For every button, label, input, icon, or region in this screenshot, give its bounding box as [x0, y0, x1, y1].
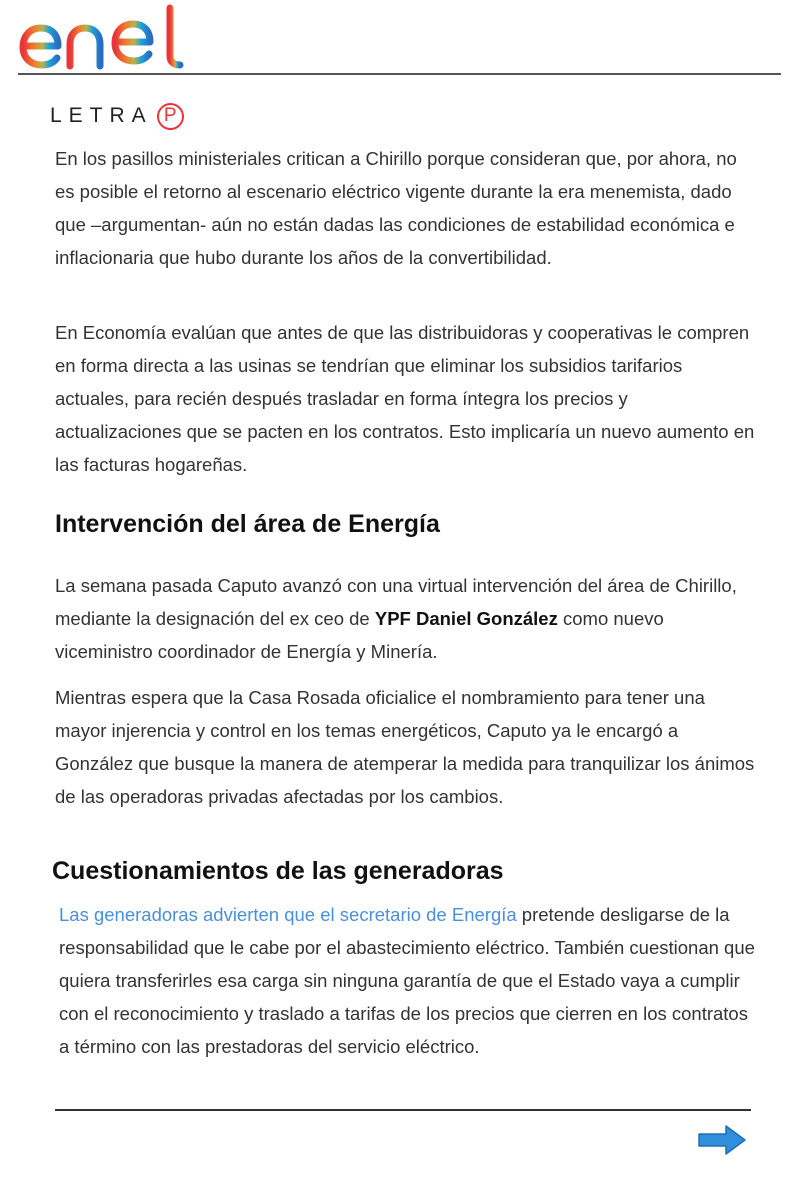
bold-name: YPF Daniel González — [374, 608, 558, 629]
arrow-right-icon[interactable] — [696, 1122, 748, 1158]
paragraph-text: pretende desligarse de la responsabilidad que le cabe por el abastecimiento eléctrico. También cuestionan que quiera transferirles esa carga sin ninguna garantía de que el Estado vaya a cumplir con el reconocimiento y traslado a tarifas de los precios que cierren en los contratos a término con las prestadoras del servicio eléctrico. — [59, 904, 755, 1057]
source-label — [50, 98, 184, 134]
article-paragraph: En Economía evalúan que antes de que las distribuidoras y cooperativas le compren en forma directa a las usinas se tendrían que eliminar los subsidios tarifarios actuales, para recién después trasladar en forma íntegra los precios y actualizaciones que se pacten en los contratos. Esto implicaría un nuevo aumento en las facturas hogareñas. — [55, 322, 755, 475]
source-name: LETRA — [50, 104, 153, 127]
article-paragraph — [55, 569, 755, 668]
article-paragraph: Mientras espera que la Casa Rosada oficialice el nombramiento para tener una mayor injerencia y control en los temas energéticos, Caputo ya le encargó a González que busque la manera de atemperar la medida para tranquilizar los ánimos de las operadoras privadas afectadas por los cambios. — [55, 687, 755, 807]
article-paragraph — [59, 898, 759, 1063]
header-divider — [18, 73, 781, 75]
article-paragraph: En los pasillos ministeriales critican a Chirillo porque consideran que, por ahora, no es posible el retorno al escenario eléctrico vigente durante la era menemista, dado que –argumentan- aún no están dadas las condiciones de estabilidad económica e inflacionaria que hubo durante los años de la convertibilidad. — [55, 148, 737, 268]
enel-logo — [18, 4, 193, 70]
paragraph-text: La semana pasada Caputo avanzó con una virtual intervención del área de Chirillo, mediante la designación del ex ceo de — [55, 575, 737, 629]
footer-divider — [55, 1109, 751, 1111]
section-heading: Cuestionamientos de las generadoras — [52, 857, 504, 885]
section-heading: Intervención del área de Energía — [55, 510, 440, 538]
paragraph-text: como nuevo viceministro coordinador de Energía y Minería. — [55, 608, 664, 662]
article-link[interactable]: Las generadoras advierten que el secretario de Energía — [59, 904, 517, 925]
source-mark-icon: P — [157, 103, 184, 130]
